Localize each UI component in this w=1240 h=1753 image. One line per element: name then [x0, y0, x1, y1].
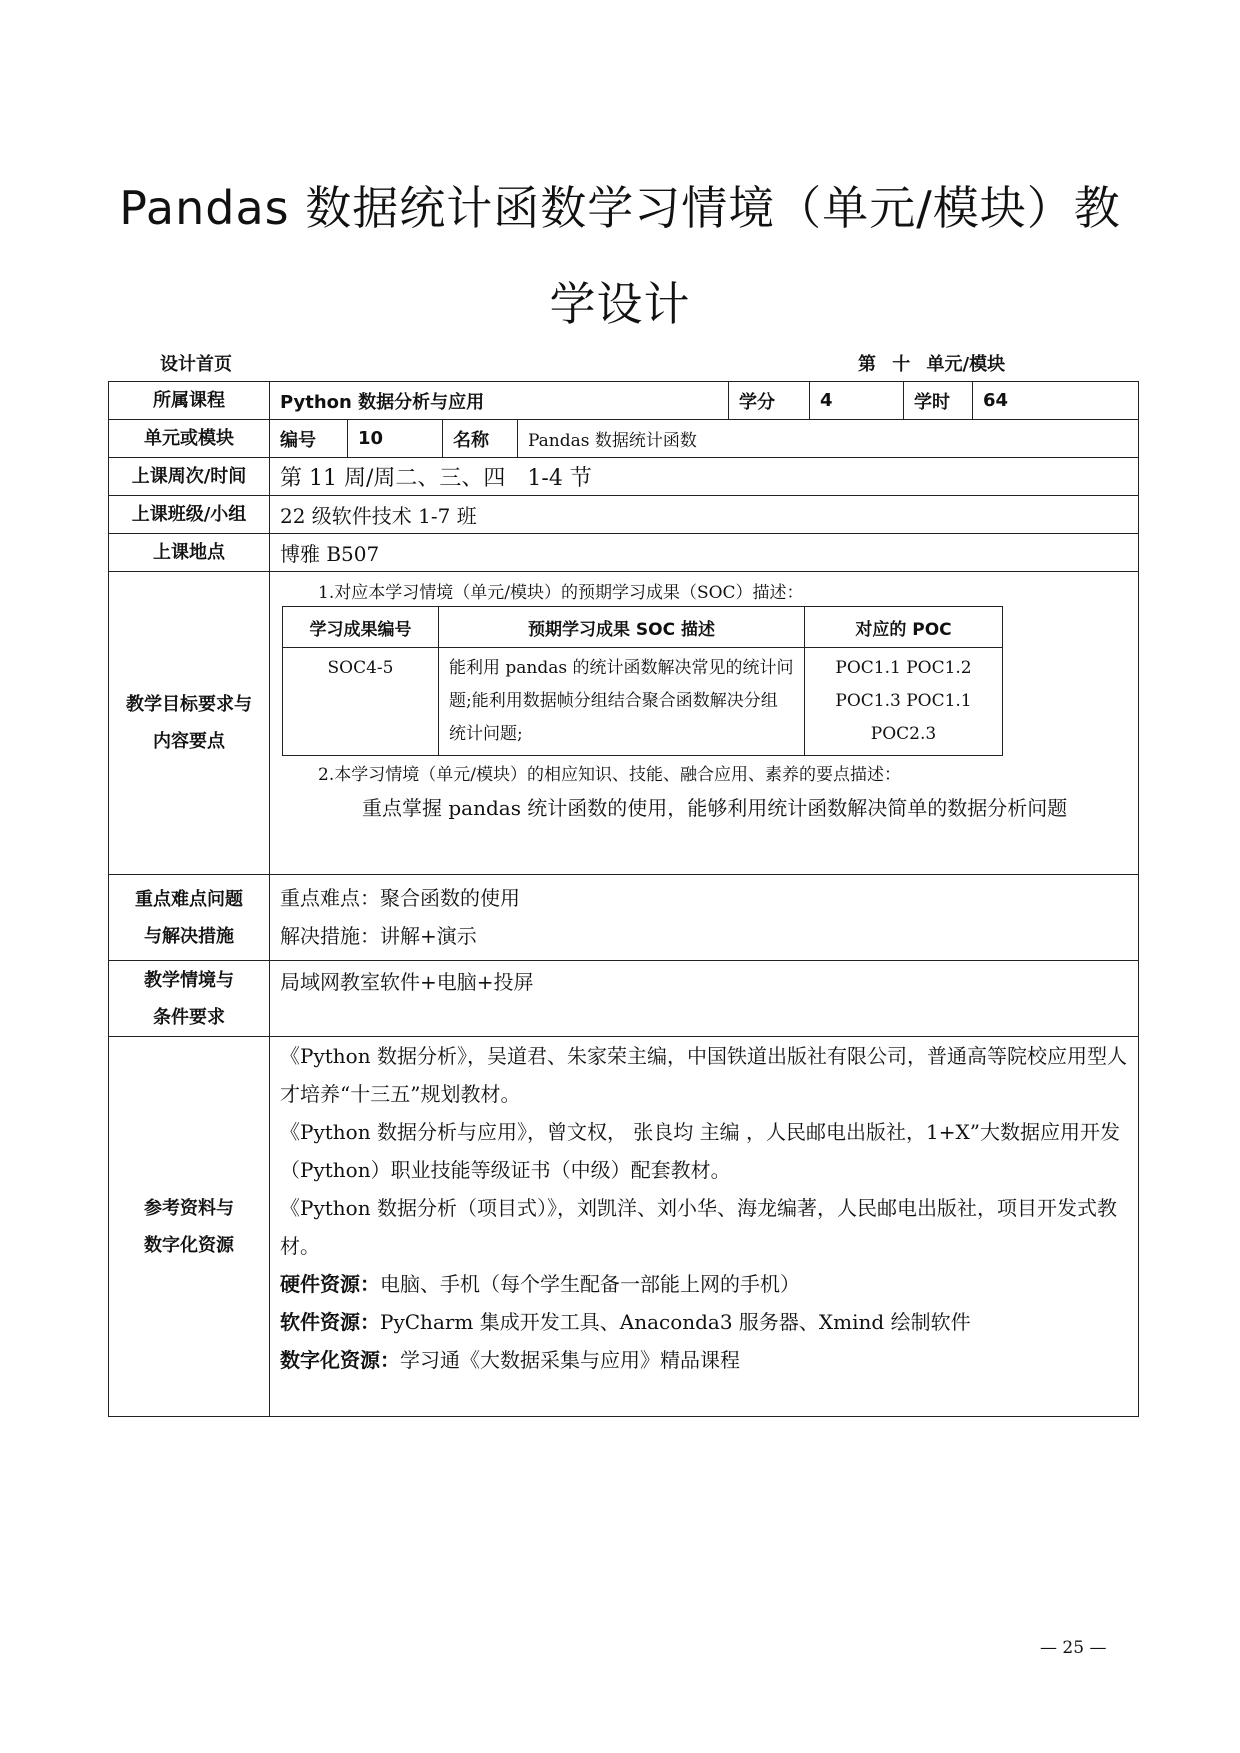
- poc-line-2: POC1.3 POC1.1: [835, 691, 972, 711]
- soc-header-desc: 预期学习成果 SOC 描述: [439, 607, 805, 648]
- references-label-text: 参考资料与数字化资源: [144, 1197, 234, 1256]
- digital-label: 数字化资源：: [280, 1348, 400, 1372]
- schedule-value: 第 11 周/周二、三、四 1-4 节: [270, 458, 1139, 496]
- goals-label-text: 教学目标要求与内容要点: [126, 694, 252, 752]
- document-title: [100, 160, 1140, 352]
- reference-item-2: 《Python 数据分析与应用》，曾文权， 张良均 主编 ，人民邮电出版社，1+X”大数据应用开发（Python）职业技能等级证书（中级）配套教材。: [280, 1120, 1120, 1182]
- points-text: 重点掌握 pandas 统计函数的使用，能够利用统计函数解决简单的数据分析问题: [362, 796, 1068, 820]
- goals-intro: 1.对应本学习情境（单元/模块）的预期学习成果（SOC）描述：: [318, 583, 804, 603]
- goals-label: [109, 572, 270, 875]
- credit-value: 4: [810, 382, 904, 420]
- difficulty-line-2: 解决措施：讲解+演示: [280, 924, 477, 948]
- design-home-label: 设计首页: [160, 354, 232, 375]
- difficulty-label-text: 重点难点问题与解决措施: [135, 888, 243, 947]
- poc-line-1: POC1.1 POC1.2: [835, 658, 972, 678]
- soc-desc: 能利用 pandas 的统计函数解决常见的统计问题;能利用数据帧分组结合聚合函数解决分组统计问题;: [439, 648, 805, 756]
- unit-label: 单元或模块: [109, 420, 270, 458]
- hours-label: 学时: [904, 382, 973, 420]
- soc-code: SOC4-5: [283, 648, 439, 756]
- class-group-value: 22 级软件技术 1-7 班: [270, 496, 1139, 534]
- reference-item-3: 《Python 数据分析（项目式）》，刘凯洋、刘小华、海龙编著，人民邮电出版社，项目开发式教材。: [280, 1196, 1117, 1258]
- class-group-label: 上课班级/小组: [109, 496, 270, 534]
- hardware-label: 硬件资源：: [280, 1272, 380, 1296]
- page-number: — 25 —: [1040, 1638, 1107, 1658]
- difficulty-cell: [270, 875, 1139, 961]
- location-value: 博雅 B507: [270, 534, 1139, 572]
- difficulty-line-1: 重点难点：聚合函数的使用: [280, 886, 520, 910]
- goals-cell: [270, 572, 1139, 875]
- unit-no-value: 10: [348, 420, 443, 458]
- conditions-label: [109, 961, 270, 1037]
- unit-no-label: 编号: [270, 420, 348, 458]
- poc-line-3: POC2.3: [870, 724, 937, 744]
- conditions-label-text: 教学情境与条件要求: [144, 969, 234, 1028]
- software-value: PyCharm 集成开发工具、Anaconda3 服务器、Xmind 绘制软件: [380, 1310, 971, 1334]
- difficulty-label: [109, 875, 270, 961]
- unit-name-label: 名称: [443, 420, 518, 458]
- credit-label: 学分: [729, 382, 810, 420]
- title-line-2: 学设计: [549, 277, 691, 331]
- unit-name-value: Pandas 数据统计函数: [518, 420, 1139, 458]
- conditions-cell: [270, 961, 1139, 1037]
- location-label: 上课地点: [109, 534, 270, 572]
- hours-value: 64: [973, 382, 1139, 420]
- unit-module-label: 第 十 单元/模块: [858, 354, 1006, 375]
- digital-resources: [280, 1341, 1128, 1379]
- schedule-label: 上课周次/时间: [109, 458, 270, 496]
- title-line-1: Pandas 数据统计函数学习情境（单元/模块）教: [119, 181, 1121, 235]
- design-table: [108, 381, 1139, 1417]
- course-label: 所属课程: [109, 382, 270, 420]
- soc-header-poc: 对应的 POC: [805, 607, 1003, 648]
- course-value: Python 数据分析与应用: [270, 382, 729, 420]
- hardware-resources: [280, 1265, 1128, 1303]
- references-cell: [270, 1037, 1139, 1417]
- soc-table: [282, 606, 1003, 756]
- conditions-value: 局域网教室软件+电脑+投屏: [280, 970, 534, 994]
- points-intro: 2.本学习情境（单元/模块）的相应知识、技能、融合应用、素养的要点描述：: [318, 765, 901, 785]
- software-label: 软件资源：: [280, 1310, 380, 1334]
- software-resources: [280, 1303, 1128, 1341]
- soc-header-code: 学习成果编号: [283, 607, 439, 648]
- references-label: [109, 1037, 270, 1417]
- soc-poc: [805, 648, 1003, 756]
- digital-value: 学习通《大数据采集与应用》精品课程: [400, 1348, 740, 1372]
- reference-item-1: 《Python 数据分析》，吴道君、朱家荣主编，中国铁道出版社有限公司，普通高等院校应用型人才培养“十三五”规划教材。: [280, 1044, 1127, 1106]
- hardware-value: 电脑、手机（每个学生配备一部能上网的手机）: [380, 1272, 800, 1296]
